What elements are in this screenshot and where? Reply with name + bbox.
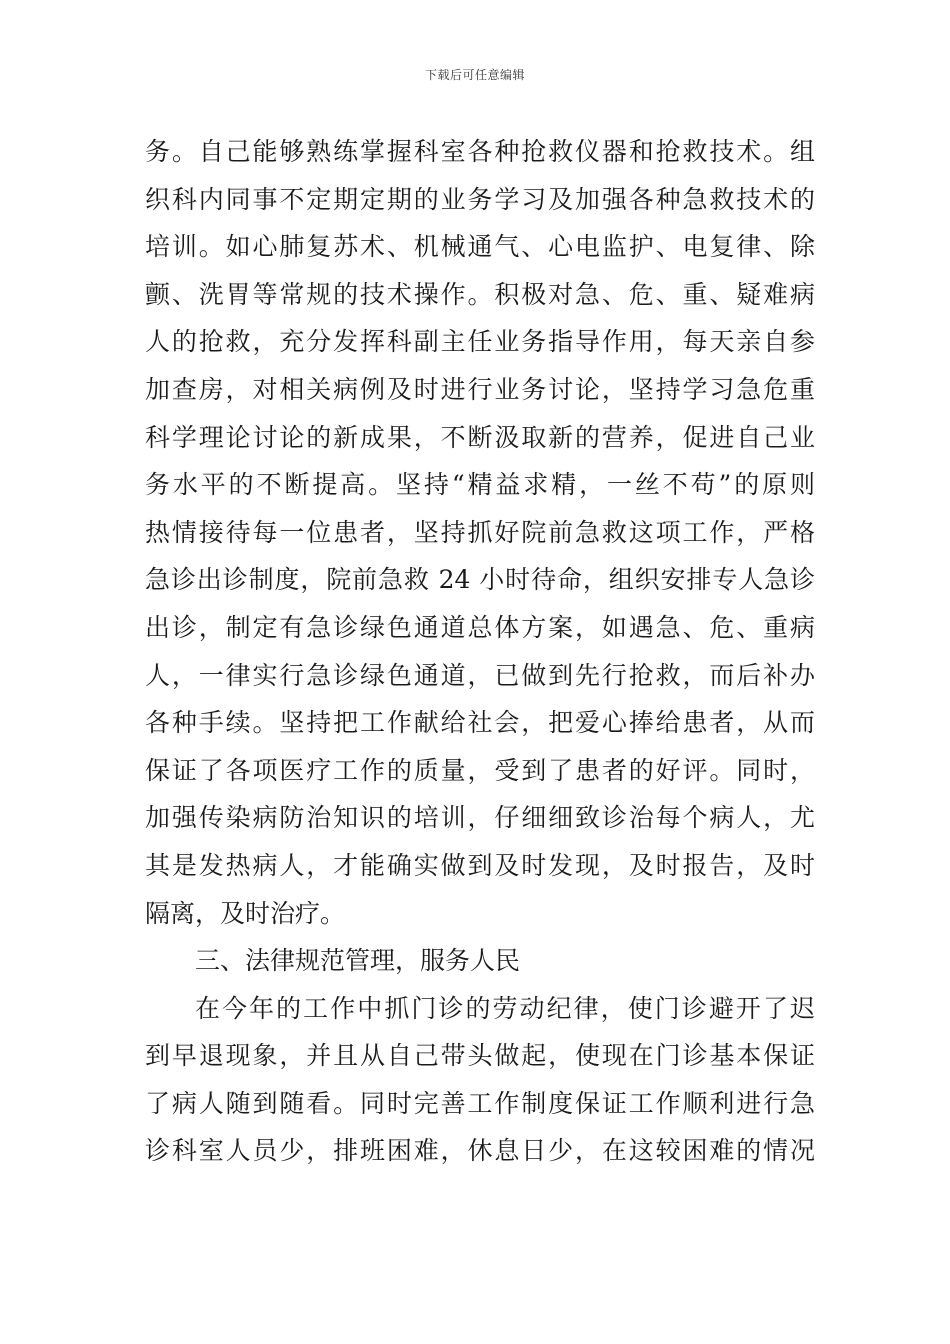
text-line: 务。自己能够熟练掌握科室各种抢救仪器和抢救技术。组 — [145, 137, 815, 166]
text-line: 加强传染病防治知识的培训，仔细细致诊治每个病人，尤 — [145, 803, 815, 833]
text-line: 加查房，对相关病例及时进行业务讨论，坚持学习急危重 — [145, 374, 815, 404]
text-line: 人，一律实行急诊绿色通道，已做到先行抢救，而后补办 — [145, 660, 815, 690]
text-line: 到早退现象，并且从自己带头做起，使现在门诊基本保证 — [145, 1041, 815, 1071]
text-line: 急诊出诊制度，院前急救 24 小时待命，组织安排专人急诊 — [145, 565, 815, 595]
text-line: 诊科室人员少，排班困难，休息日少，在这较困难的情况 — [145, 1136, 815, 1166]
text-line: 出诊，制定有急诊绿色通道总体方案，如遇急、危、重病 — [145, 612, 815, 642]
text-line: 隔离，及时治疗。 — [145, 898, 346, 928]
text-line: 在今年的工作中抓门诊的劳动纪律，使门诊避开了迟 — [195, 993, 815, 1023]
text-line: 各种手续。坚持把工作献给社会，把爱心捧给患者，从而 — [145, 708, 815, 738]
header-note: 下载后可任意编辑 — [424, 68, 525, 82]
text-line: 人的抢救，充分发挥科副主任业务指导作用，每天亲自参 — [145, 327, 815, 357]
text-line: 保证了各项医疗工作的质量，受到了患者的好评。同时， — [145, 755, 815, 785]
body-text — [145, 128, 815, 1175]
text-line: 其是发热病人，才能确实做到及时发现，及时报告，及时 — [145, 850, 815, 880]
text-line: 热情接待每一位患者，坚持抓好院前急救这项工作，严格 — [145, 517, 815, 547]
text-line: 了病人随到随看。同时完善工作制度保证工作顺利进行急 — [145, 1088, 815, 1118]
text-line: 织科内同事不定期定期的业务学习及加强各种急救技术的 — [145, 184, 815, 214]
text-line: 务水平的不断提高。坚持“精益求精，一丝不苟”的原则 — [145, 470, 815, 500]
text-line: 颤、洗胃等常规的技术操作。积极对急、危、重、疑难病 — [145, 279, 815, 309]
text-line: 科学理论讨论的新成果，不断汲取新的营养，促进自己业 — [145, 422, 815, 452]
text-line: 培训。如心肺复苏术、机械通气、心电监护、电复律、除 — [145, 232, 815, 262]
section-heading: 三、法律规范管理，服务人民 — [195, 946, 521, 976]
